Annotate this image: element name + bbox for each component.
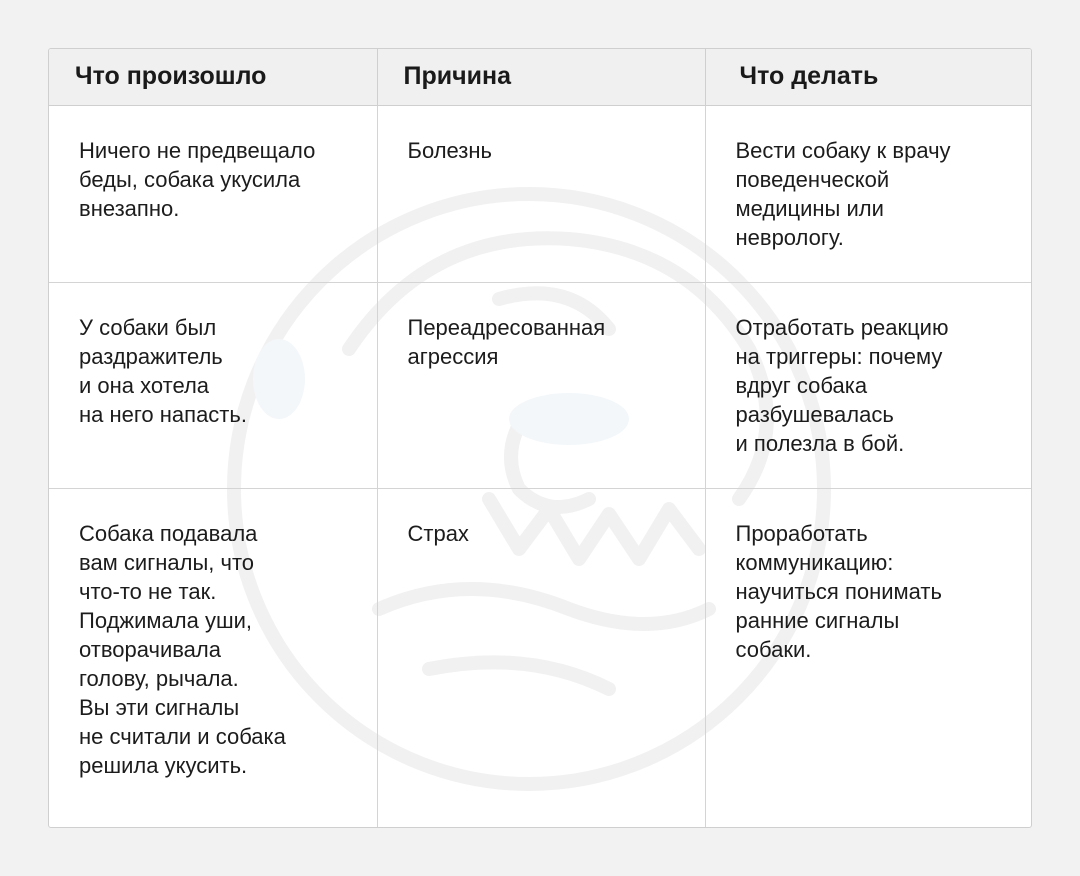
cell-what-to-do: Вести собаку к врачу поведенческой медицины или неврологу. [705, 105, 1032, 282]
cell-what-to-do: Проработать коммуникацию: научиться понимать ранние сигналы собаки. [735, 520, 942, 662]
cell-reason: Переадресованная агрессия [377, 282, 705, 488]
comparison-table [49, 49, 1032, 828]
cell-what-happened: Ничего не предвещало беды, собака укусила внезапно. [49, 105, 377, 282]
table-container [48, 48, 1032, 828]
header-what-to-do: Что делать [705, 49, 1032, 105]
cell-what-happened: У собаки был раздражитель и она хотела на него напасть. [49, 282, 377, 488]
cell-what-to-do: Отработать реакцию на триггеры: почему вдруг собака разбушевалась и полезла в бой. [705, 282, 1032, 488]
cell-what-happened: Собака подавала вам сигналы, что что-то не так. Поджимала уши, отворачивала голову, рычала. Вы эти сигналы не считали и собака решила укусить. [49, 488, 377, 828]
header-what-happened: Что произошло [49, 49, 377, 105]
cell-reason: Страх [377, 488, 705, 828]
header-reason: Причина [377, 49, 705, 105]
table-row [49, 105, 1032, 282]
table-header-row [49, 49, 1032, 105]
table-row [49, 488, 1032, 828]
cell-reason: Болезнь [377, 105, 705, 282]
table-row [49, 282, 1032, 488]
